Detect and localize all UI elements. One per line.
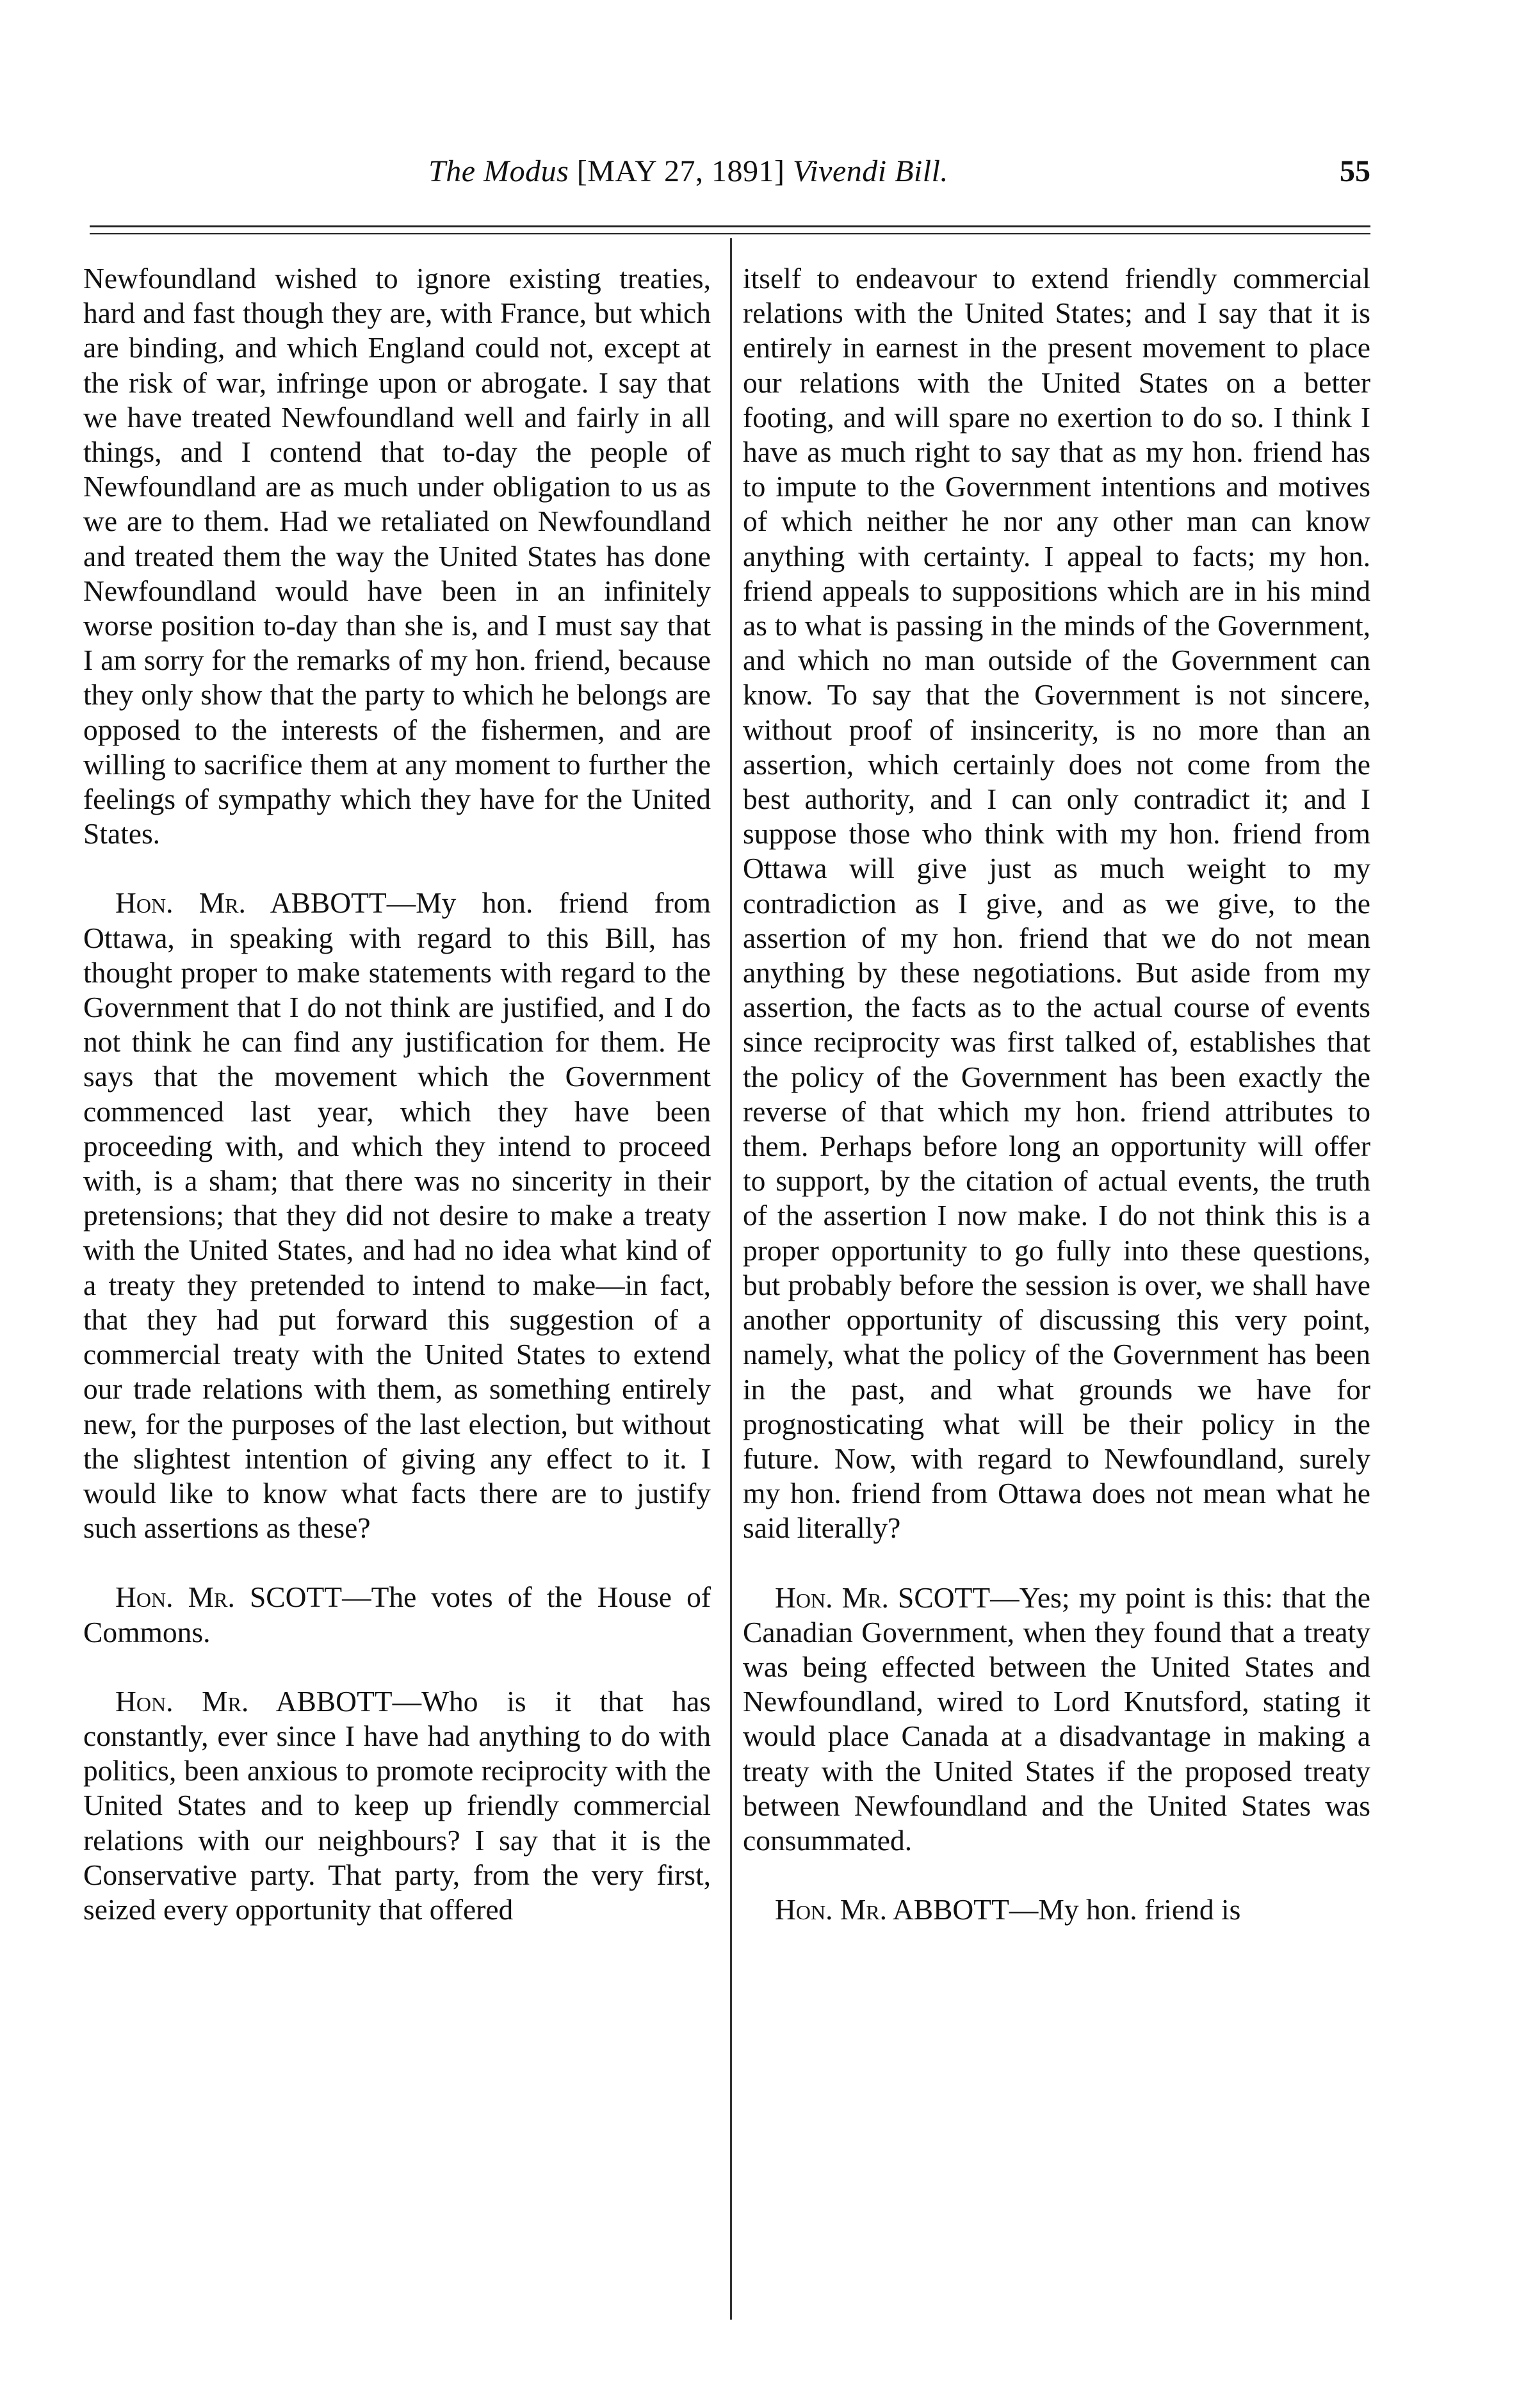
right-column bbox=[743, 261, 1370, 1927]
paragraph: Newfoundland wished to ignore existing treaties, hard and fast though they are, with France, but which are binding, and which England could not, except at the risk of war, infringe upon or abrogate. I say that we have treated Newfoundland well and fairly in all things, and I contend that to-day the people of Newfoundland are as much under obligation to us as we are to them. Had we retaliated on Newfoundland and treated them the way the United States has done Newfoundland would have been in an infinitely worse position to-day than she is, and I must say that I am sorry for the remarks of my hon. friend, because they only show that the party to which he belongs are opposed to the interests of the fishermen, and are willing to sacrifice them at any moment to further the feelings of sympathy which they have for the United States. bbox=[83, 262, 711, 850]
running-head bbox=[83, 154, 1294, 189]
header-rule-bottom bbox=[90, 233, 1370, 234]
speech-text: —The votes of the House of Commons. bbox=[83, 1581, 711, 1648]
running-head-date: [MAY 27, 1891] bbox=[576, 154, 785, 188]
paragraph: itself to endeavour to extend friendly commercial relations with the United States; and I say that it is entirely in earnest in the present movement to place our relations with the United States on a better footing, and will spare no exertion to do so. I think I have as much right to say that as my hon. friend has to impute to the Government intentions and motives of which neither he nor any other man can know anything with certainty. I appeal to facts; my hon. friend appeals to suppositions which are in his mind as to what is passing in the minds of the Government, and which no man outside of the Government can know. To say that the Government is not sincere, without proof of insincerity, is no more than an assertion, which certainly does not come from the best authority, and I can only contradict it; and I suppose those who think with my hon. friend from Ottawa will give just as much weight to my contradiction as I give, and as we give, to the assertion of my hon. friend that we do not mean anything by these negotiations. But aside from my assertion, the facts as to the actual course of events since reciprocity was first talked of, establishes that the policy of the Government has been exactly the reverse of that which my hon. friend attributes to them. Perhaps before long an opportunity will offer to support, by the citation of actual events, the truth of the assertion I now make. I do not think this is a proper opportunity to go fully into these questions, but probably before the session is over, we shall have another opportunity of discussing this very point, namely, what the policy of the Government has been in the past, and what grounds we have for prognosticating what will be their policy in the future. Now, with regard to Newfoundland, surely my hon. friend from Ottawa does not mean what he said literally? bbox=[743, 262, 1370, 1545]
speaker-name: Hon. Mr. SCOTT bbox=[115, 1581, 343, 1614]
speech-text: —Who is it that has constantly, ever since I have had anything to do with politics, been anxious to promote reciprocity with the United States and to keep up friendly commercial relations with our neighbours? I say that it is the Conservative party. That party, from the very first, seized every opportunity that offered bbox=[83, 1684, 711, 1926]
speech-text: —Yes; my point is this: that the Canadian Government, when they found that a treaty was being effected between the United States and Newfoundland, wired to Lord Knutsford, stating it would place Canada at a disadvantage in making a treaty with the United States if the proposed treaty between Newfoundland and the United States was consummated. bbox=[743, 1581, 1370, 1857]
paragraph bbox=[83, 1580, 711, 1649]
header-rule-top bbox=[90, 225, 1370, 227]
paragraph bbox=[743, 1892, 1370, 1927]
speaker-name: Hon. Mr. SCOTT bbox=[775, 1581, 991, 1614]
running-head-title-start: The Modus bbox=[428, 154, 569, 188]
speaker-name: Hon. Mr. ABBOTT bbox=[115, 1684, 393, 1718]
speech-text: —My hon. friend from Ottawa, in speaking with regard to this Bill, has thought proper to make statements with regard to the Government that I do not think are justified, and I do not think he can find any justification for them. He says that the movement which the Government commenced last year, which they have been proceeding with, and which they intend to proceed with, is a sham; that there was no sincerity in their pretensions; that they did not desire to make a treaty with the United States, and had no idea what kind of a treaty they pretended to intend to make—in fact, that they had put forward this suggestion of a commercial treaty with the United States to extend our trade relations with them, as something entirely new, for the purposes of the last election, but without the slightest intention of giving any effect to it. I would like to know what facts there are to justify such assertions as these? bbox=[83, 886, 711, 1545]
speaker-name: Hon. Mr. ABBOTT bbox=[115, 886, 387, 920]
running-head-title-end: Vivendi Bill. bbox=[793, 154, 948, 188]
page-header bbox=[83, 154, 1370, 199]
page-number: 55 bbox=[1340, 154, 1370, 188]
paragraph bbox=[83, 886, 711, 1545]
paragraph bbox=[743, 1581, 1370, 1859]
speaker-name: Hon. Mr. ABBOTT bbox=[775, 1893, 1009, 1926]
paragraph bbox=[83, 1684, 711, 1927]
column-divider bbox=[730, 238, 732, 2320]
left-column bbox=[83, 261, 711, 1927]
speech-text: —My hon. friend is bbox=[1009, 1893, 1241, 1926]
